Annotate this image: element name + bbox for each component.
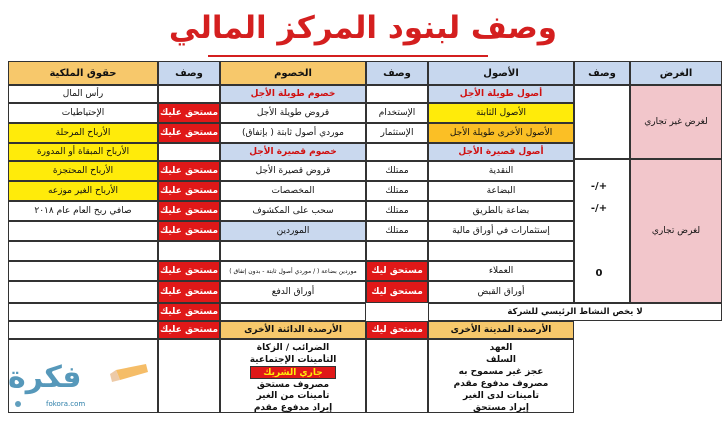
desc3-due-10: مستحق عليك [158,321,220,339]
equity-net-profit-2018: صافي ربح العام عام ٢٠١٨ [8,201,158,221]
desc3-due-1: مستحق عليك [158,103,220,123]
desc3-due-4: مستحق عليك [158,181,220,201]
liab-other-credit-balances: الأرصدة الدائنة الأخرى [220,321,366,339]
desc3-due-7: مستحق عليك [158,261,220,281]
liab-prepaid-revenue: إيراد مدفوع مقدم [253,402,333,413]
header-purpose: الغرض [630,61,722,85]
liab-long-term-title: خصوم طويلة الأجل [220,85,366,103]
liab-short-term-loans: قروض قصيرة الأجل [220,161,366,181]
liab-overdraft: سحب على المكشوف [220,201,366,221]
desc2-due-to-you-1: مستحق ليك [366,261,428,281]
liab-notes-payable: أوراق الدفع [220,281,366,303]
liab-deposits-from-others: تأمينات من الغير [256,391,330,401]
desc2-r0 [366,85,428,103]
asset-accrued-revenue: إيراد مستحق [473,402,529,413]
purpose-not-main: لا يخص النشاط الرئيسي للشركة [428,303,722,321]
desc2-bottom-box [366,339,428,413]
desc2-investment: الإستثمار [366,123,428,143]
desc1-plus-minus-1: +/- [590,180,608,192]
asset-other-debit-balances: الأرصدة المدينة الأخرى [428,321,574,339]
equity-r7 [8,221,158,241]
equity-capital: رأس المال [8,85,158,103]
desc1-plus-minus-2: +/- [590,202,608,214]
header-assets: الأصول [428,61,574,85]
header-desc2: وصف [366,61,428,85]
equity-retained-earnings: الأرباح المرحلة [8,123,158,143]
liab-social-insurance: التأمينات الإجتماعية [249,355,337,365]
asset-prepaid-expense: مصروف مدفوع مقدم [453,379,549,389]
asset-securities: إستثمارات في أوراق مالية [428,221,574,241]
liab-long-term-loans: قروض طويلة الأجل [220,103,366,123]
title-underline [208,55,488,57]
desc3-due-5: مستحق عليك [158,201,220,221]
equity-r9 [8,261,158,281]
liab-taxes-zakat: الضرائب / الزكاة [256,343,330,353]
asset-advances: السلف [486,355,517,365]
asset-cash: النقدية [428,161,574,181]
liab-r11 [220,303,366,321]
equity-carried-forward: الأرباح المبقاة أو المدورة [8,143,158,161]
equity-held-earnings: الأرباح المحتجزة [8,161,158,181]
watermark-site-text: fokora.com [46,400,86,408]
purpose-trade: لغرض تجاري [630,159,722,303]
liab-accrued-expense: مصروف مستحق [256,379,330,390]
desc3-r3 [158,143,220,161]
desc3-due-3: مستحق عليك [158,161,220,181]
asset-deposits-with-others: تأمينات لدى الغير [463,391,540,401]
watermark-logo-text: فكرة [8,360,82,395]
header-desc3: وصف [158,61,220,85]
desc2-r8 [366,241,428,261]
asset-fixed: الأصول الثابتة [428,103,574,123]
desc2-owned-1: ممتلك [366,161,428,181]
equity-r11 [8,303,158,321]
equity-r12 [8,321,158,339]
liab-partner-current: جاري الشريك [250,366,336,379]
asset-custody: العهد [489,343,513,353]
asset-unallowed-deficit: عجز غير مسموح به [458,367,544,377]
header-liabilities: الخصوم [220,61,366,85]
desc3-r8 [158,241,220,261]
desc2-owned-2: ممتلك [366,181,428,201]
desc2-owned-3: ممتلك [366,201,428,221]
asset-other-long-term: الأصول الأخرى طويلة الأجل [428,123,574,143]
asset-short-term-title: أصول قصيرة الأجل [428,143,574,161]
asset-goods-in-transit: بضاعة بالطريق [428,201,574,221]
desc3-due-8: مستحق عليك [158,281,220,303]
desc3-due-6: مستحق عليك [158,221,220,241]
site-watermark [6,360,156,412]
liab-short-term-title: خصوم قصيرة الأجل [220,143,366,161]
liab-r8 [220,241,366,261]
equity-r10 [8,281,158,303]
purpose-non-trade: لغرض غير تجاري [630,85,722,159]
header-desc1: وصف [574,61,630,85]
asset-long-term-title: أصول طويلة الأجل [428,85,574,103]
desc2-usage: الإستخدام [366,103,428,123]
equity-r8 [8,241,158,261]
page-title: وصف لبنود المركز المالي [168,10,558,46]
asset-customers: العملاء [428,261,574,281]
desc1-zero: 0 [595,267,603,279]
desc2-r3 [366,143,428,161]
desc3-r0 [158,85,220,103]
liab-fixed-asset-suppliers: موردي أصول ثابتة ( بإتفاق) [220,123,366,143]
desc2-due-to-you-2: مستحق ليك [366,281,428,303]
header-equity: حقوق الملكية [8,61,158,85]
asset-inventory: البضاعة [428,181,574,201]
equity-undistributed-earnings: الأرباح الغير موزعه [8,181,158,201]
desc3-due-9: مستحق عليك [158,303,220,321]
desc3-due-2: مستحق عليك [158,123,220,143]
desc2-due-to-you-3: مستحق ليك [366,321,428,339]
liab-provisions: المخصصات [220,181,366,201]
liab-suppliers: الموردين [220,221,366,241]
equity-reserves: الإحتياطيات [8,103,158,123]
desc2-owned-4: ممتلك [366,221,428,241]
desc1-blank [574,85,630,159]
desc3-bottom-box [158,339,220,413]
liab-goods-suppliers: موردين بضاعة ( / موردي أصول ثابتة - بدون إتفاق ) [220,261,366,281]
asset-blank-row [428,241,574,261]
asset-notes-receivable: أوراق القبض [428,281,574,303]
